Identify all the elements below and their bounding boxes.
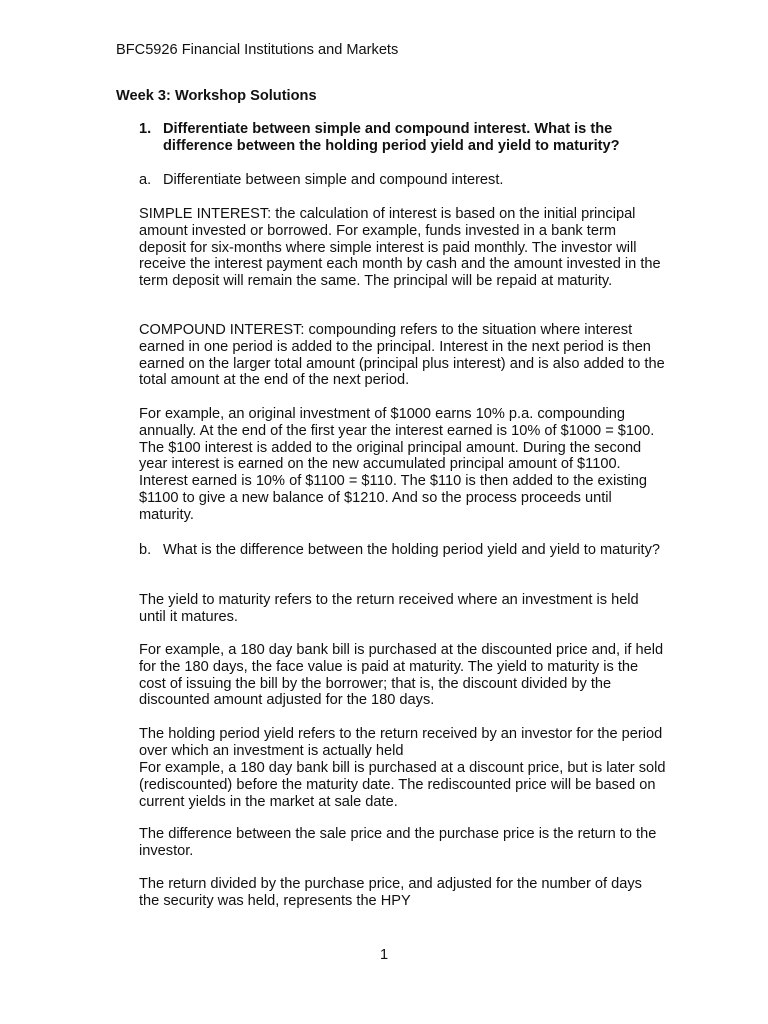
compound-example-paragraph: For example, an original investment of $1000 earns 10% p.a. compounding annually. At the end of the first year the interest earned is 10% of $1000 = $100. The $100 interest is added to the original principal amount. During the second year interest is earned on the new accumulated principal amount of $1100. Interest earned is 10% of $1100 = $110. The $110 is then added to the existing $1100 to give a new balance of $1210. And so the process proceeds until maturity. [139, 406, 655, 523]
part-a-text: Differentiate between simple and compound interest. [163, 172, 504, 188]
simple-interest-paragraph: SIMPLE INTEREST: the calculation of interest is based on the initial principal amount invested or borrowed. For example, funds invested in a bank term deposit for six-months where simple interest is paid monthly. The investor will receive the interest payment each month by cash and the amount invested in the term deposit will remain the same. The principal will be repaid at maturity. [139, 206, 661, 290]
part-b-label: b. [139, 542, 152, 558]
page-number: 1 [379, 947, 389, 963]
part-b-text: What is the difference between the holding period yield and yield to maturity? [163, 542, 661, 558]
hpy-example-paragraph: For example, a 180 day bank bill is purchased at a discount price, but is later sold (rediscounted) before the maturity date. The rediscounted price will be based on current yields in the market at sale date. [139, 760, 666, 810]
ytm-example-paragraph: For example, a 180 day bank bill is purchased at the discounted price and, if held for the 180 days, the face value is paid at maturity. The yield to maturity is the cost of issuing the bill by the borrower; that is, the discount divided by the discounted amount adjusted for the 180 days. [139, 642, 664, 709]
question-number: 1. [139, 121, 152, 137]
course-header: BFC5926 Financial Institutions and Markets [116, 42, 399, 58]
ytm-definition-paragraph: The yield to maturity refers to the return received where an investment is held until it matures. [139, 592, 639, 625]
return-hpy-paragraph: The return divided by the purchase price, and adjusted for the number of days the security was held, represents the HPY [139, 876, 642, 909]
hpy-definition-paragraph: The holding period yield refers to the return received by an investor for the period over which an investment is actually held [139, 726, 663, 759]
difference-paragraph: The difference between the sale price and the purchase price is the return to the investor. [139, 826, 657, 859]
question-text: Differentiate between simple and compound interest. What is the difference between the holding period yield and yield to maturity? [163, 121, 620, 154]
compound-interest-paragraph: COMPOUND INTEREST: compounding refers to the situation where interest earned in one period is added to the principal. Interest in the next period is then earned on the larger total amount (principal plus interest) and is also added to the total amount at the end of the next period. [139, 322, 665, 389]
part-a-label: a. [139, 172, 152, 188]
page-title: Week 3: Workshop Solutions [116, 88, 317, 104]
